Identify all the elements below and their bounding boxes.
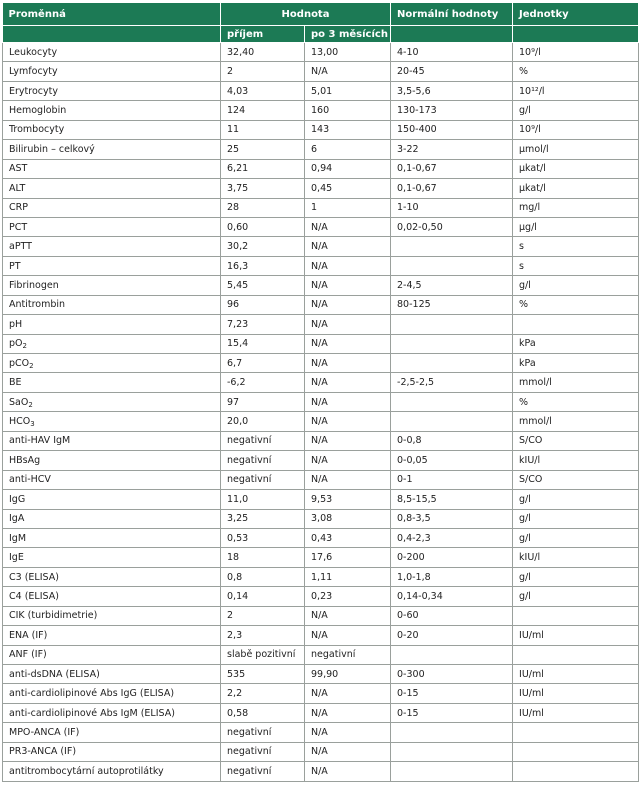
variable-name: anti-HAV IgM (9, 435, 71, 447)
cell-after-3-months: N/A (305, 626, 391, 645)
cell-units: g/l (513, 567, 639, 586)
variable-name: C4 (ELISA) (9, 590, 59, 602)
cell-units: g/l (513, 587, 639, 606)
cell-units: g/l (513, 528, 639, 547)
cell-units: kIU/l (513, 451, 639, 470)
cell-after-3-months: 6 (305, 140, 391, 159)
cell-normal-values (391, 354, 513, 373)
table-row (3, 179, 639, 198)
table-row (3, 315, 639, 334)
cell-variable (3, 703, 221, 722)
cell-units (513, 723, 639, 742)
table-row (3, 62, 639, 81)
cell-after-3-months: N/A (305, 762, 391, 781)
table-row (3, 412, 639, 431)
subheader-blank-normal (391, 26, 513, 43)
table-row (3, 120, 639, 139)
variable-name: pCO (9, 357, 30, 369)
cell-after-3-months: 0,94 (305, 159, 391, 178)
cell-variable (3, 315, 221, 334)
cell-normal-values: 0-60 (391, 606, 513, 625)
cell-after-3-months: N/A (305, 276, 391, 295)
table-row (3, 256, 639, 275)
cell-after-3-months: N/A (305, 315, 391, 334)
cell-normal-values: 150-400 (391, 120, 513, 139)
cell-variable (3, 354, 221, 373)
cell-normal-values (391, 645, 513, 664)
cell-units: μkat/l (513, 159, 639, 178)
variable-name: PR3-ANCA (IF) (9, 746, 77, 758)
cell-variable (3, 373, 221, 392)
cell-units: μmol/l (513, 140, 639, 159)
cell-after-3-months: N/A (305, 412, 391, 431)
table-row (3, 276, 639, 295)
cell-normal-values: 3-22 (391, 140, 513, 159)
cell-normal-values: 0,1-0,67 (391, 179, 513, 198)
variable-subscript: 2 (28, 400, 33, 409)
variable-name: IgA (9, 513, 25, 525)
cell-after-3-months: 5,01 (305, 81, 391, 100)
cell-normal-values: 4-10 (391, 43, 513, 62)
variable-name: CIK (turbidimetrie) (9, 610, 98, 622)
variable-name: SaO (9, 396, 29, 408)
table-row (3, 548, 639, 567)
cell-variable (3, 81, 221, 100)
cell-units: IU/ml (513, 665, 639, 684)
cell-normal-values (391, 412, 513, 431)
cell-normal-values: 0,1-0,67 (391, 159, 513, 178)
cell-admission: slabě pozitivní (221, 645, 305, 664)
variable-name: ALT (9, 182, 26, 194)
cell-variable (3, 295, 221, 314)
cell-variable (3, 179, 221, 198)
cell-normal-values: 0-300 (391, 665, 513, 684)
cell-normal-values (391, 742, 513, 761)
cell-variable (3, 412, 221, 431)
cell-variable (3, 665, 221, 684)
cell-admission: negativní (221, 451, 305, 470)
table-row (3, 198, 639, 217)
variable-name: Erytrocyty (9, 85, 58, 97)
table-row (3, 81, 639, 100)
cell-normal-values: -2,5-2,5 (391, 373, 513, 392)
cell-admission: 20,0 (221, 412, 305, 431)
cell-after-3-months: N/A (305, 62, 391, 81)
cell-admission: 18 (221, 548, 305, 567)
cell-admission: 7,23 (221, 315, 305, 334)
cell-normal-values: 0-1 (391, 470, 513, 489)
subheader-admission: příjem (221, 26, 305, 43)
cell-admission: 15,4 (221, 334, 305, 353)
header-normal-values: Normální hodnoty (391, 3, 513, 26)
variable-name: C3 (ELISA) (9, 571, 59, 583)
variable-name: IgG (9, 493, 26, 505)
cell-normal-values (391, 237, 513, 256)
cell-after-3-months: 99,90 (305, 665, 391, 684)
cell-admission: 4,03 (221, 81, 305, 100)
variable-name: ENA (IF) (9, 629, 48, 641)
variable-name: pO (9, 338, 23, 350)
cell-admission: 2 (221, 606, 305, 625)
cell-after-3-months: 17,6 (305, 548, 391, 567)
cell-admission: negativní (221, 723, 305, 742)
table-row (3, 762, 639, 781)
table-row (3, 742, 639, 761)
cell-admission: 3,75 (221, 179, 305, 198)
cell-normal-values (391, 762, 513, 781)
table-row (3, 587, 639, 606)
cell-variable (3, 256, 221, 275)
variable-name: AST (9, 163, 28, 175)
variable-name: PT (9, 260, 21, 272)
cell-units: s (513, 237, 639, 256)
cell-admission: 6,7 (221, 354, 305, 373)
cell-admission: 0,58 (221, 703, 305, 722)
cell-units: kPa (513, 354, 639, 373)
variable-name: Fibrinogen (9, 279, 59, 291)
cell-normal-values: 2-4,5 (391, 276, 513, 295)
cell-normal-values: 1,0-1,8 (391, 567, 513, 586)
cell-after-3-months: N/A (305, 373, 391, 392)
variable-name: MPO-ANCA (IF) (9, 727, 80, 739)
table-row (3, 354, 639, 373)
cell-variable (3, 490, 221, 509)
table-row (3, 645, 639, 664)
cell-after-3-months: N/A (305, 451, 391, 470)
cell-admission: 2 (221, 62, 305, 81)
subheader-row (3, 26, 639, 43)
cell-variable (3, 43, 221, 62)
cell-after-3-months: 143 (305, 120, 391, 139)
cell-variable (3, 276, 221, 295)
cell-after-3-months: N/A (305, 354, 391, 373)
cell-variable (3, 626, 221, 645)
cell-admission: 2,3 (221, 626, 305, 645)
cell-units: mg/l (513, 198, 639, 217)
cell-admission: 3,25 (221, 509, 305, 528)
table-row (3, 567, 639, 586)
variable-name: Antitrombin (9, 299, 66, 311)
cell-units: g/l (513, 101, 639, 120)
cell-normal-values: 0-0,8 (391, 431, 513, 450)
table-row (3, 392, 639, 411)
cell-variable (3, 548, 221, 567)
cell-units (513, 742, 639, 761)
cell-after-3-months: N/A (305, 703, 391, 722)
cell-variable (3, 645, 221, 664)
cell-admission: negativní (221, 762, 305, 781)
cell-normal-values (391, 256, 513, 275)
cell-variable (3, 334, 221, 353)
cell-variable (3, 120, 221, 139)
variable-name: antitrombocytární autoprotilátky (9, 765, 164, 777)
cell-units: μkat/l (513, 179, 639, 198)
table-row (3, 373, 639, 392)
cell-after-3-months: 1 (305, 198, 391, 217)
cell-after-3-months: N/A (305, 392, 391, 411)
cell-variable (3, 762, 221, 781)
cell-variable (3, 742, 221, 761)
cell-units: % (513, 62, 639, 81)
table-body (3, 43, 639, 782)
cell-normal-values (391, 315, 513, 334)
cell-admission: 97 (221, 392, 305, 411)
cell-variable (3, 217, 221, 236)
cell-units: S/CO (513, 431, 639, 450)
cell-after-3-months: N/A (305, 684, 391, 703)
variable-name: Bilirubin – celkový (9, 143, 95, 155)
cell-after-3-months: N/A (305, 470, 391, 489)
cell-after-3-months: N/A (305, 217, 391, 236)
cell-units: S/CO (513, 470, 639, 489)
cell-admission: 0,8 (221, 567, 305, 586)
variable-subscript: 2 (22, 342, 27, 351)
cell-after-3-months: N/A (305, 431, 391, 450)
variable-name: IgM (9, 532, 27, 544)
table-row (3, 43, 639, 62)
variable-name: HCO (9, 416, 31, 428)
subheader-blank-variable (3, 26, 221, 43)
cell-after-3-months: N/A (305, 295, 391, 314)
cell-variable (3, 392, 221, 411)
variable-name: PCT (9, 221, 28, 233)
cell-variable (3, 684, 221, 703)
cell-normal-values: 0,4-2,3 (391, 528, 513, 547)
cell-variable (3, 140, 221, 159)
cell-admission: negativní (221, 470, 305, 489)
cell-admission: 5,45 (221, 276, 305, 295)
cell-after-3-months: N/A (305, 723, 391, 742)
cell-admission: 6,21 (221, 159, 305, 178)
cell-units: IU/ml (513, 626, 639, 645)
cell-admission: 11 (221, 120, 305, 139)
variable-name: BE (9, 377, 22, 389)
table-row (3, 490, 639, 509)
cell-units: 10⁹/l (513, 43, 639, 62)
cell-variable (3, 587, 221, 606)
cell-after-3-months: 0,43 (305, 528, 391, 547)
variable-name: anti-dsDNA (ELISA) (9, 668, 100, 680)
cell-admission: 0,60 (221, 217, 305, 236)
cell-after-3-months: N/A (305, 742, 391, 761)
cell-variable (3, 606, 221, 625)
table-row (3, 509, 639, 528)
cell-units: % (513, 295, 639, 314)
cell-normal-values (391, 334, 513, 353)
cell-after-3-months: 0,23 (305, 587, 391, 606)
cell-variable (3, 101, 221, 120)
cell-admission: 11,0 (221, 490, 305, 509)
header-value: Hodnota (221, 3, 391, 26)
variable-subscript: 2 (29, 361, 34, 370)
variable-name: pH (9, 318, 23, 330)
cell-units: IU/ml (513, 703, 639, 722)
variable-name: Trombocyty (9, 124, 65, 136)
cell-after-3-months: 3,08 (305, 509, 391, 528)
cell-admission: 16,3 (221, 256, 305, 275)
table-row (3, 101, 639, 120)
cell-admission: 25 (221, 140, 305, 159)
cell-normal-values: 0-20 (391, 626, 513, 645)
cell-admission: 2,2 (221, 684, 305, 703)
cell-units (513, 315, 639, 334)
cell-units: % (513, 392, 639, 411)
cell-units: g/l (513, 276, 639, 295)
table-row (3, 334, 639, 353)
subheader-after-3-months: po 3 měsících (305, 26, 391, 43)
cell-after-3-months: 160 (305, 101, 391, 120)
table-row (3, 665, 639, 684)
variable-name: Leukocyty (9, 46, 58, 58)
variable-name: HBsAg (9, 454, 41, 466)
cell-after-3-months: 0,45 (305, 179, 391, 198)
cell-units: g/l (513, 509, 639, 528)
cell-units: kIU/l (513, 548, 639, 567)
cell-units: 10⁹/l (513, 120, 639, 139)
variable-subscript: 3 (30, 420, 35, 429)
cell-variable (3, 159, 221, 178)
cell-units: kPa (513, 334, 639, 353)
table-row (3, 703, 639, 722)
cell-normal-values (391, 723, 513, 742)
cell-variable (3, 509, 221, 528)
cell-after-3-months: N/A (305, 237, 391, 256)
cell-variable (3, 470, 221, 489)
cell-variable (3, 237, 221, 256)
cell-normal-values (391, 392, 513, 411)
table-row (3, 159, 639, 178)
table-row (3, 723, 639, 742)
cell-admission: 124 (221, 101, 305, 120)
cell-units (513, 645, 639, 664)
cell-admission: 30,2 (221, 237, 305, 256)
lab-results-table (2, 3, 639, 782)
cell-normal-values: 1-10 (391, 198, 513, 217)
cell-normal-values: 0,8-3,5 (391, 509, 513, 528)
cell-normal-values: 20-45 (391, 62, 513, 81)
cell-units: mmol/l (513, 373, 639, 392)
table-row (3, 451, 639, 470)
variable-name: anti-cardiolipinové Abs IgM (ELISA) (9, 707, 175, 719)
cell-variable (3, 567, 221, 586)
cell-after-3-months: N/A (305, 606, 391, 625)
variable-name: anti-HCV (9, 474, 51, 486)
table-row (3, 470, 639, 489)
cell-normal-values: 8,5-15,5 (391, 490, 513, 509)
cell-normal-values: 130-173 (391, 101, 513, 120)
cell-normal-values: 0-0,05 (391, 451, 513, 470)
cell-admission: 28 (221, 198, 305, 217)
table-row (3, 295, 639, 314)
table-row (3, 684, 639, 703)
cell-units: s (513, 256, 639, 275)
cell-after-3-months: negativní (305, 645, 391, 664)
cell-variable (3, 62, 221, 81)
cell-variable (3, 431, 221, 450)
cell-units: mmol/l (513, 412, 639, 431)
cell-variable (3, 451, 221, 470)
header-units: Jednotky (513, 3, 639, 26)
cell-units: g/l (513, 490, 639, 509)
cell-units (513, 606, 639, 625)
cell-variable (3, 723, 221, 742)
cell-after-3-months: 1,11 (305, 567, 391, 586)
cell-admission: 0,53 (221, 528, 305, 547)
cell-normal-values: 3,5-5,6 (391, 81, 513, 100)
table-row (3, 528, 639, 547)
cell-normal-values: 0,02-0,50 (391, 217, 513, 236)
cell-normal-values: 80-125 (391, 295, 513, 314)
variable-name: ANF (IF) (9, 649, 47, 661)
cell-after-3-months: N/A (305, 256, 391, 275)
variable-name: anti-cardiolipinové Abs IgG (ELISA) (9, 688, 175, 700)
cell-normal-values: 0-15 (391, 684, 513, 703)
cell-variable (3, 528, 221, 547)
cell-after-3-months: N/A (305, 334, 391, 353)
cell-admission: 32,40 (221, 43, 305, 62)
header-row (3, 3, 639, 26)
variable-name: IgE (9, 552, 24, 564)
cell-admission: 535 (221, 665, 305, 684)
cell-units: IU/ml (513, 684, 639, 703)
cell-admission: 0,14 (221, 587, 305, 606)
cell-variable (3, 198, 221, 217)
cell-admission: 96 (221, 295, 305, 314)
header-variable: Proměnná (3, 3, 221, 26)
variable-name: CRP (9, 202, 28, 214)
table-row (3, 626, 639, 645)
table-row (3, 140, 639, 159)
cell-after-3-months: 13,00 (305, 43, 391, 62)
cell-normal-values: 0,14-0,34 (391, 587, 513, 606)
variable-name: Lymfocyty (9, 66, 58, 78)
table-row (3, 606, 639, 625)
cell-after-3-months: 9,53 (305, 490, 391, 509)
subheader-blank-units (513, 26, 639, 43)
cell-normal-values: 0-200 (391, 548, 513, 567)
variable-name: Hemoglobin (9, 105, 67, 117)
variable-name: aPTT (9, 241, 32, 253)
table-row (3, 237, 639, 256)
cell-admission: -6,2 (221, 373, 305, 392)
table-row (3, 431, 639, 450)
table-row (3, 217, 639, 236)
cell-units (513, 762, 639, 781)
cell-admission: negativní (221, 742, 305, 761)
cell-normal-values: 0-15 (391, 703, 513, 722)
cell-units: 10¹²/l (513, 81, 639, 100)
table-header (3, 3, 639, 43)
cell-units: μg/l (513, 217, 639, 236)
cell-admission: negativní (221, 431, 305, 450)
